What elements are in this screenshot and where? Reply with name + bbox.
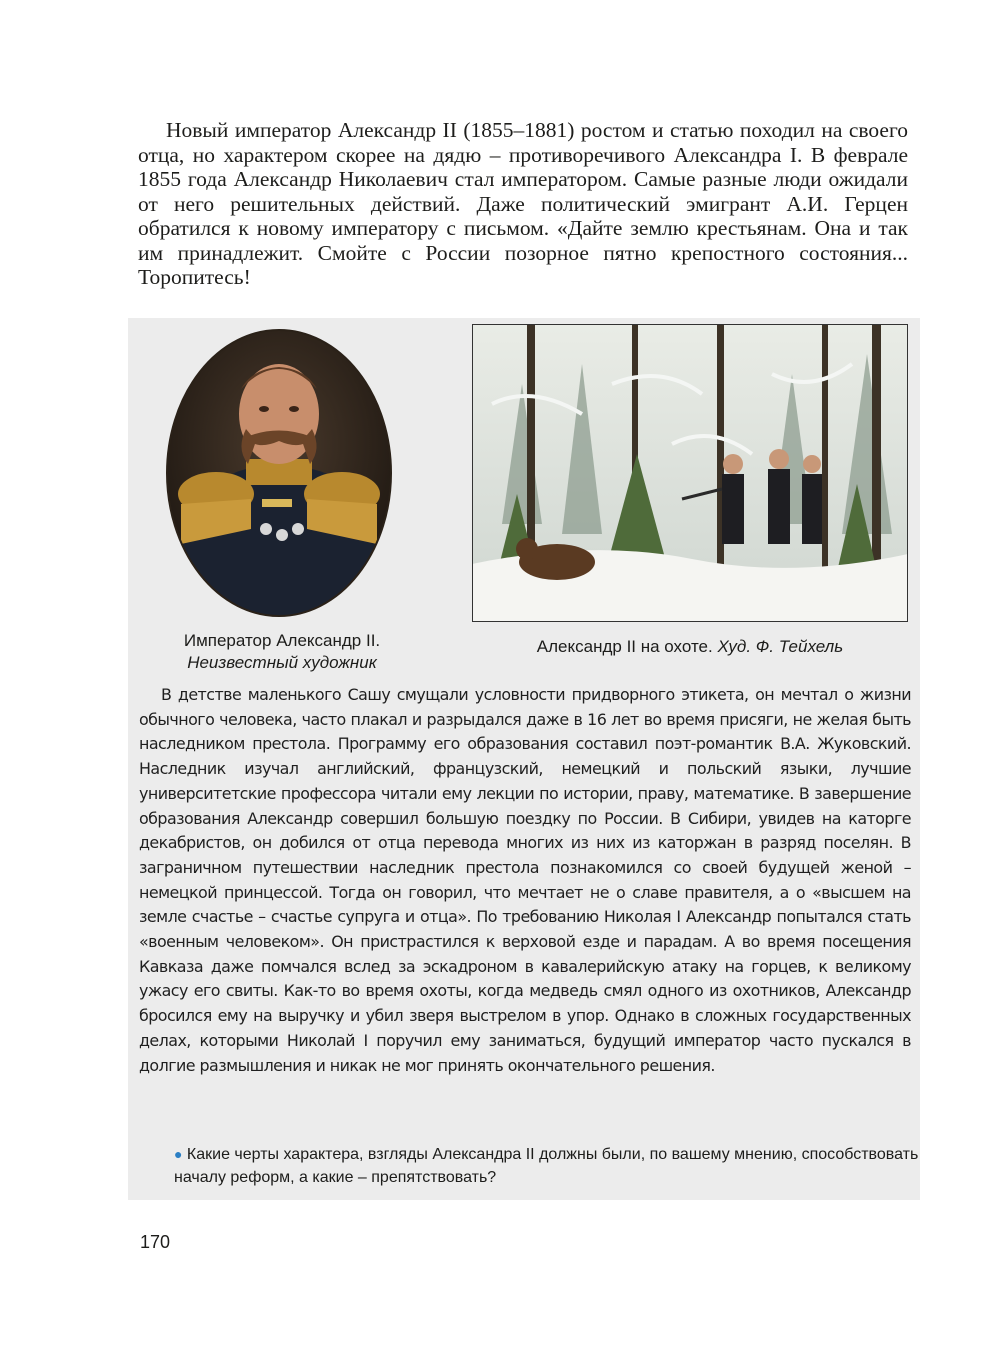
question-text: Какие черты характера, взгляды Александра II должны были, по вашему мнению, способствовать началу реформ, а какие – препятствовать? <box>174 1146 919 1186</box>
intro-paragraph: Новый император Александр II (1855–1881) ростом и статью походил на своего отца, но характером скорее на дядю – противоречивого Александра I. В феврале 1855 года Александр Николаевич стал императором. Самые разные люди ожидали от него решительных действий. Даже политический эмигрант А.И. Герцен обратился к новому императору с письмом. «Дайте землю крестьянам. Она и так им принадлежит. Смойте с России позорное пятно крепостного состояния... Торопитесь! <box>138 118 908 289</box>
portrait-caption-title: Император Александр II. <box>183 631 381 650</box>
portrait-caption <box>148 630 416 674</box>
hunt-caption-title: Александр II на охоте. <box>536 637 713 656</box>
hunt-caption <box>470 636 910 658</box>
hunt-caption-author: Худ. Ф. Тейхель <box>717 637 844 656</box>
story-paragraph: В детстве маленького Сашу смущали условности придворного этикета, он мечтал о жизни обычного человека, часто плакал и разрыдался даже в 16 лет во время присяги, не желая быть наследником престола. Программу его образования составил поэт-романтик В.А. Жуковский. Наследник изучал английский, французский, немецкий и польский языки, лучшие университетские профессора читали ему лекции по истории, праву, математике. В завершение образования Александр совершил большую поездку по России. В Сибири, увидев на каторге декабристов, он добился от отца перевода многих из них из каторжан в разряд поселян. В заграничном путешествии наследник престола познакомился со своей будущей женой – немецкой принцессой. Тогда он говорил, что мечтает не о славе правителя, а о «высшем на земле счастье – счастье супруга и отца». По требованию Николая I Александр попытался стать «военным человеком». Он пристрастился к верховой езде и парадам. А во время посещения Кавказа даже помчался вслед за эскадроном в кавалерийскую атаку на горцев, к великому ужасу его свиты. Как-то во время охоты, когда медведь смял одного из охотников, Александр бросился ему на выручку и убил зверя выстрелом в упор. Однако в сложных государственных делах, которыми Николай I поручил ему заниматься, будущий император часто пускался в долгие размышления и никак не мог принять окончательного решения. <box>139 685 911 1075</box>
portrait-caption-author: Неизвестный художник <box>187 653 377 672</box>
page-number: 170 <box>140 1232 171 1252</box>
portrait-image <box>166 329 392 617</box>
question <box>174 1143 926 1189</box>
hunt-painting-image <box>472 324 908 622</box>
bullet-icon: ● <box>174 1146 183 1162</box>
